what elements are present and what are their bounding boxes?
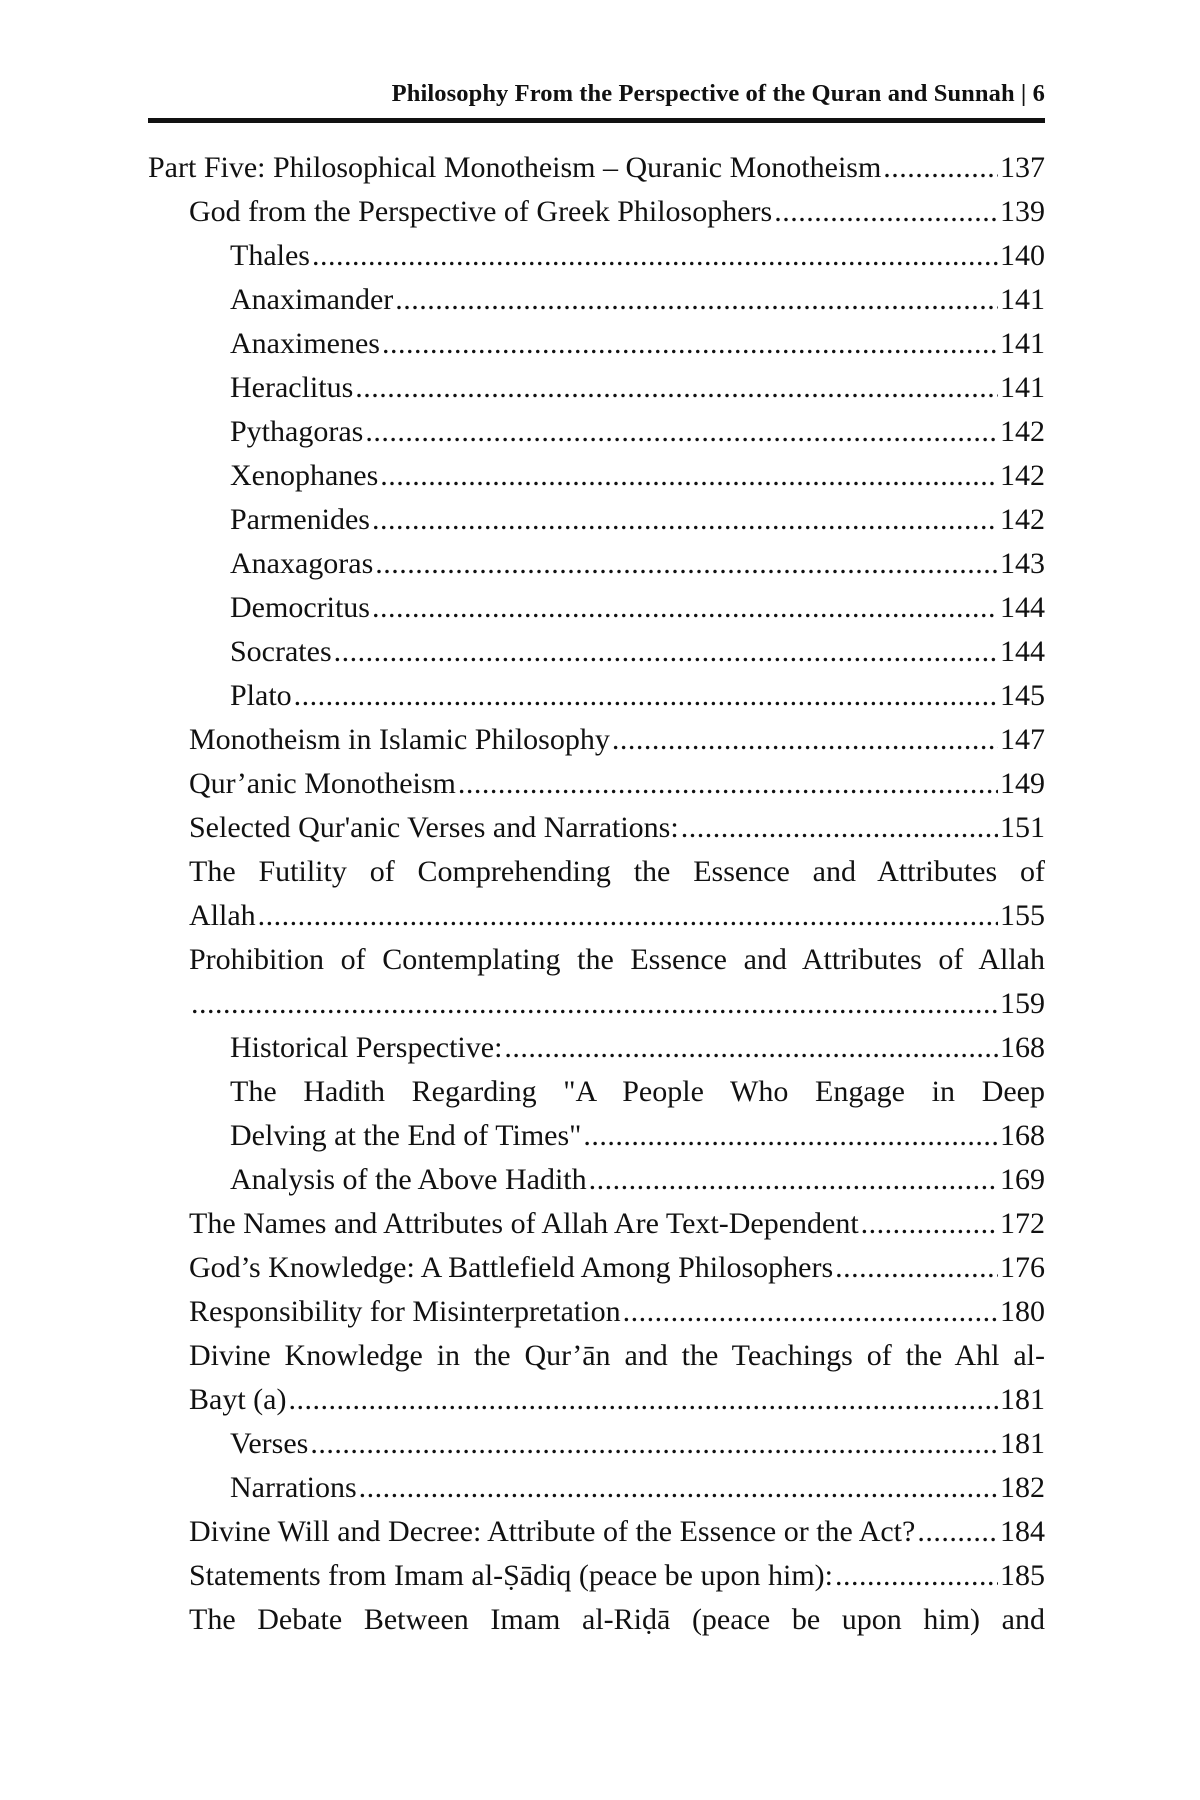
toc-entry-title: The Names and Attributes of Allah Are Text-Dependent (189, 1207, 859, 1240)
toc-entry-title: Parmenides (230, 503, 370, 536)
toc-page-number: 137 (1000, 151, 1045, 184)
toc-entry-title: Monotheism in Islamic Philosophy (189, 723, 610, 756)
toc-entry[interactable] (148, 1158, 1045, 1202)
toc-entry[interactable] (148, 278, 1045, 322)
toc-entry-title: Bayt (a) (189, 1383, 287, 1416)
toc-page-number: 172 (1000, 1207, 1045, 1240)
dot-leader (355, 366, 998, 410)
toc-entry-title: Socrates (230, 635, 332, 668)
dot-leader (612, 718, 998, 762)
dot-leader (681, 806, 998, 850)
toc-page-number: 155 (1000, 899, 1045, 932)
toc-page-number: 149 (1000, 767, 1045, 800)
toc-entry-title: God from the Perspective of Greek Philosophers (189, 195, 773, 228)
toc-page-number: 169 (1000, 1163, 1045, 1196)
toc-entry[interactable] (148, 1598, 1045, 1642)
toc-page-number: 147 (1000, 723, 1045, 756)
toc-entry-title: Thales (230, 239, 310, 272)
dot-leader (861, 1202, 998, 1246)
running-header (148, 62, 1045, 123)
toc-entry[interactable] (148, 1026, 1045, 1070)
toc-entry[interactable] (148, 366, 1045, 410)
toc-entry-title: Anaxagoras (230, 547, 374, 580)
toc-page-number: 168 (1000, 1031, 1045, 1064)
toc-entry[interactable] (148, 322, 1045, 366)
toc-entry-title: Heraclitus (230, 371, 354, 404)
toc-entry-title: Xenophanes (230, 459, 379, 492)
dot-leader (375, 542, 998, 586)
toc-entry-title: Verses (230, 1427, 309, 1460)
toc-page-number: 180 (1000, 1295, 1045, 1328)
toc-entry[interactable] (148, 806, 1045, 850)
dot-leader (623, 1290, 998, 1334)
toc-entry[interactable] (148, 674, 1045, 718)
toc-entry-title: Analysis of the Above Hadith (230, 1163, 587, 1196)
toc-page-number: 141 (1000, 327, 1045, 360)
dot-leader (774, 190, 998, 234)
toc-entry-title: God’s Knowledge: A Battlefield Among Philosophers (189, 1251, 834, 1284)
dot-leader (359, 1466, 998, 1510)
toc-page-number: 139 (1000, 195, 1045, 228)
toc-page-number: 142 (1000, 415, 1045, 448)
dot-leader (458, 762, 998, 806)
toc-entry-title-lead: The Debate Between Imam al-Riḍā (peace be upon him) and (189, 1603, 1045, 1636)
toc-entry-title: Plato (230, 679, 292, 712)
toc-entry-title: Selected Qur'anic Verses and Narrations: (189, 811, 679, 844)
toc-page-number: 142 (1000, 459, 1045, 492)
toc-page-number: 145 (1000, 679, 1045, 712)
toc-entry-title: Historical Perspective: (230, 1031, 503, 1064)
toc-page-number: 144 (1000, 635, 1045, 668)
dot-leader (334, 630, 998, 674)
dot-leader (365, 410, 998, 454)
dot-leader (288, 1378, 998, 1422)
toc-page-number: 184 (1000, 1515, 1045, 1548)
toc-entry[interactable] (148, 498, 1045, 542)
toc-entry[interactable] (148, 146, 1045, 190)
toc-entry[interactable] (148, 1246, 1045, 1290)
toc-entry[interactable] (148, 850, 1045, 938)
toc-entry[interactable] (148, 1070, 1045, 1158)
toc-entry-title: Allah (189, 899, 256, 932)
toc-entry[interactable] (148, 1466, 1045, 1510)
dot-leader (372, 586, 998, 630)
dot-leader (504, 1026, 998, 1070)
toc-entry[interactable] (148, 1290, 1045, 1334)
toc-page-number: 144 (1000, 591, 1045, 624)
toc-page-number: 141 (1000, 283, 1045, 316)
dot-leader (310, 1422, 998, 1466)
toc-entry[interactable] (148, 938, 1045, 1026)
toc-entry[interactable] (148, 630, 1045, 674)
toc-page-number: 141 (1000, 371, 1045, 404)
toc-entry[interactable] (148, 542, 1045, 586)
toc-entry-title: Responsibility for Misinterpretation (189, 1295, 621, 1328)
toc-entry[interactable] (148, 410, 1045, 454)
toc-entry[interactable] (148, 1422, 1045, 1466)
toc-entry-title: Delving at the End of Times" (230, 1119, 582, 1152)
toc-entry[interactable] (148, 1334, 1045, 1422)
toc-entry[interactable] (148, 762, 1045, 806)
dot-leader (883, 146, 998, 190)
toc-page-number: 168 (1000, 1119, 1045, 1152)
toc-page-number: 185 (1000, 1559, 1045, 1592)
dot-leader (372, 498, 998, 542)
toc-page-number: 159 (1000, 987, 1045, 1020)
toc-entry-title: Narrations (230, 1471, 357, 1504)
dot-leader (258, 894, 998, 938)
toc-page-number: 142 (1000, 503, 1045, 536)
toc-entry-title-lead: Divine Knowledge in the Qur’ān and the Teachings of the Ahl al- (189, 1339, 1045, 1372)
toc-page-number: 182 (1000, 1471, 1045, 1504)
toc-page-number: 176 (1000, 1251, 1045, 1284)
toc-entry-title-lead: Prohibition of Contemplating the Essence and Attributes of Allah (189, 943, 1045, 976)
toc-entry-title: Part Five: Philosophical Monotheism – Quranic Monotheism (148, 151, 882, 184)
toc-entry[interactable] (148, 1202, 1045, 1246)
dot-leader (294, 674, 998, 718)
toc-entry[interactable] (148, 234, 1045, 278)
toc-entry-title: Democritus (230, 591, 370, 624)
dot-leader (395, 278, 998, 322)
toc-page-number: 181 (1000, 1427, 1045, 1460)
dot-leader (191, 982, 998, 1026)
toc-page-number: 181 (1000, 1383, 1045, 1416)
dot-leader (835, 1554, 998, 1598)
dot-leader (312, 234, 998, 278)
toc-entry-title-lead: The Futility of Comprehending the Essence and Attributes of (189, 855, 1045, 888)
toc-page-number: 143 (1000, 547, 1045, 580)
toc-entry-title: Statements from Imam al-Ṣādiq (peace be upon him): (189, 1559, 833, 1592)
dot-leader (382, 322, 998, 366)
dot-leader (583, 1114, 998, 1158)
toc-page-number: 140 (1000, 239, 1045, 272)
toc-entry-title-lead: The Hadith Regarding "A People Who Engage in Deep (230, 1075, 1045, 1108)
toc-entry-title: Pythagoras (230, 415, 364, 448)
toc-entry[interactable] (148, 586, 1045, 630)
toc-entry-title: Anaximenes (230, 327, 380, 360)
dot-leader (835, 1246, 998, 1290)
dot-leader (380, 454, 998, 498)
toc-entry[interactable] (148, 1554, 1045, 1598)
toc-entry-title: Qur’anic Monotheism (189, 767, 456, 800)
toc-entry[interactable] (148, 190, 1045, 234)
running-title: Philosophy From the Perspective of the Quran and Sunnah | 6 (391, 80, 1045, 107)
dot-leader (589, 1158, 998, 1202)
toc-entry[interactable] (148, 718, 1045, 762)
toc-entry[interactable] (148, 454, 1045, 498)
table-of-contents (148, 146, 1045, 1642)
dot-leader (917, 1510, 998, 1554)
toc-entry-title: Anaximander (230, 283, 394, 316)
toc-entry-title: Divine Will and Decree: Attribute of the Essence or the Act? (189, 1515, 916, 1548)
toc-page-number: 151 (1000, 811, 1045, 844)
toc-entry[interactable] (148, 1510, 1045, 1554)
